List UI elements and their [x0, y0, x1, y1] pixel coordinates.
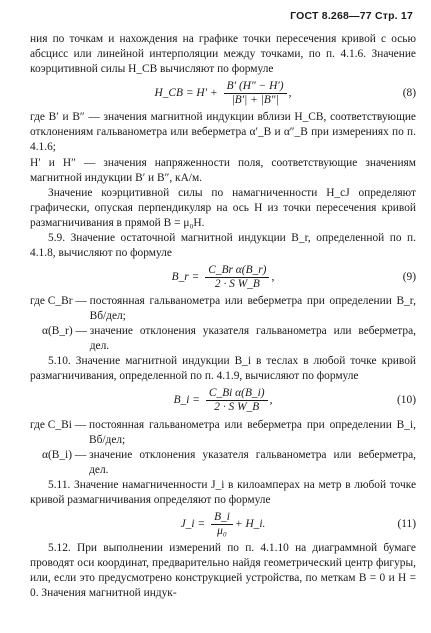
formula-8-lhs: H_CB = H′ +: [154, 87, 218, 100]
paragraph-5-12: 5.12. При выполнении измерений по п. 4.1.10 на диаграммной бумаге проводят оси координат, предварительно найдя геометрический центр фигуры, или, если это предусмотрено конструкцией устройства, по меткам B = 0 и H = 0. Значения магнитной индук-: [30, 542, 416, 600]
definition-key: α(B_i) —: [42, 448, 87, 461]
formula-9-tail: ,: [271, 270, 275, 283]
definition-value: значение отклонения указателя гальванометра или веберметра, дел.: [89, 325, 416, 353]
paragraph-continuation: ния по точкам и нахождения на графике точки пересечения кривой с осью абсцисс или линейной интерполяции между точками, по п. 4.1.6. Значение коэрцитивной силы H_CB вычисляют по формуле: [30, 33, 416, 76]
formula-9-number: (9): [402, 270, 416, 283]
formula-11-tail: + H_i.: [234, 517, 266, 530]
paragraph-5-11: 5.11. Значение намагниченности J_i в килоамперах на метр в любой точке кривой размагничивания определяют по формуле: [30, 478, 416, 506]
formula-9: [30, 264, 416, 291]
formula-8-fraction: [224, 80, 287, 107]
formula-10-lhs: B_i =: [173, 394, 200, 407]
definition-key: α(B_r) —: [42, 325, 87, 338]
formula-11-numerator: B_i: [211, 511, 233, 525]
definition-value: постоянная гальванометра или веберметра при определении B_r, Вб/дел;: [89, 295, 416, 323]
formula-10: [30, 387, 416, 414]
formula-9-fraction: [205, 264, 269, 291]
paragraph-5-10: 5.10. Значение магнитной индукции B_i в теслах в любой точке кривой размагничивания, определенной по п. 4.1.9, вычисляют по формуле: [30, 355, 416, 383]
formula-10-tail: ,: [269, 394, 273, 407]
paragraph-5-9: 5.9. Значение остаточной магнитной индукции B_r, определенной по п. 4.1.8, вычисляют по формуле: [30, 231, 416, 259]
formula-11-fraction: [211, 511, 233, 538]
formula-8: [30, 80, 416, 107]
formula-8-number: (8): [402, 87, 416, 100]
formula-8-denominator: |B′| + |B″|: [231, 94, 279, 107]
running-header: ГОСТ 8.268—77 Стр. 17: [290, 10, 413, 22]
definition-value: значение отклонения указателя гальванометра или веберметра, дел.: [89, 448, 416, 476]
formula-9-denominator: 2 · S W_B: [214, 277, 260, 290]
formula-10-numerator: C_Bi α(B_i): [206, 387, 268, 401]
formula-10-fraction: [206, 387, 268, 414]
formula-11: [30, 511, 416, 538]
paragraph-hcj: Значение коэрцитивной силы по намагниченности H_cJ определяют графически, опуская перпендикуляр на ось H из точки пересечения кривой размагничивания в прямой B = μ₀H.: [30, 186, 416, 229]
formula-8-tail: ,: [288, 87, 292, 100]
definition-key: где C_Bi —: [30, 418, 87, 431]
definition-key: где C_Br —: [30, 295, 87, 308]
formula-9-numerator: C_Br α(B_r): [205, 264, 269, 278]
definition-value: постоянная гальванометра или веберметра при определении B_i, Вб/дел;: [88, 418, 416, 446]
paragraph-where-h: H′ и H″ — значения напряженности поля, соответствующие значениям магнитной индукции B′ и B″, кА/м.: [30, 156, 416, 184]
formula-11-number: (11): [397, 517, 416, 530]
definition-c-br: [30, 294, 416, 324]
formula-11-denominator: μ₀: [217, 524, 227, 537]
formula-10-denominator: 2 · S W_B: [214, 401, 260, 414]
formula-9-lhs: B_r =: [171, 270, 200, 283]
page-body: [30, 32, 416, 601]
definition-alpha-br: [30, 324, 416, 354]
paragraph-where-b: где B′ и B″ — значения магнитной индукции вблизи H_CB, соответствующие отклонениям гальванометра или веберметра α′_B и α″_B при измерениях по п. 4.1.6;: [30, 111, 416, 154]
definition-c-bi: [30, 418, 416, 448]
formula-8-numerator: B′ (H″ − H′): [224, 80, 287, 94]
formula-10-number: (10): [397, 394, 416, 407]
formula-11-lhs: J_i =: [180, 517, 206, 530]
definition-alpha-bi: [30, 448, 416, 478]
